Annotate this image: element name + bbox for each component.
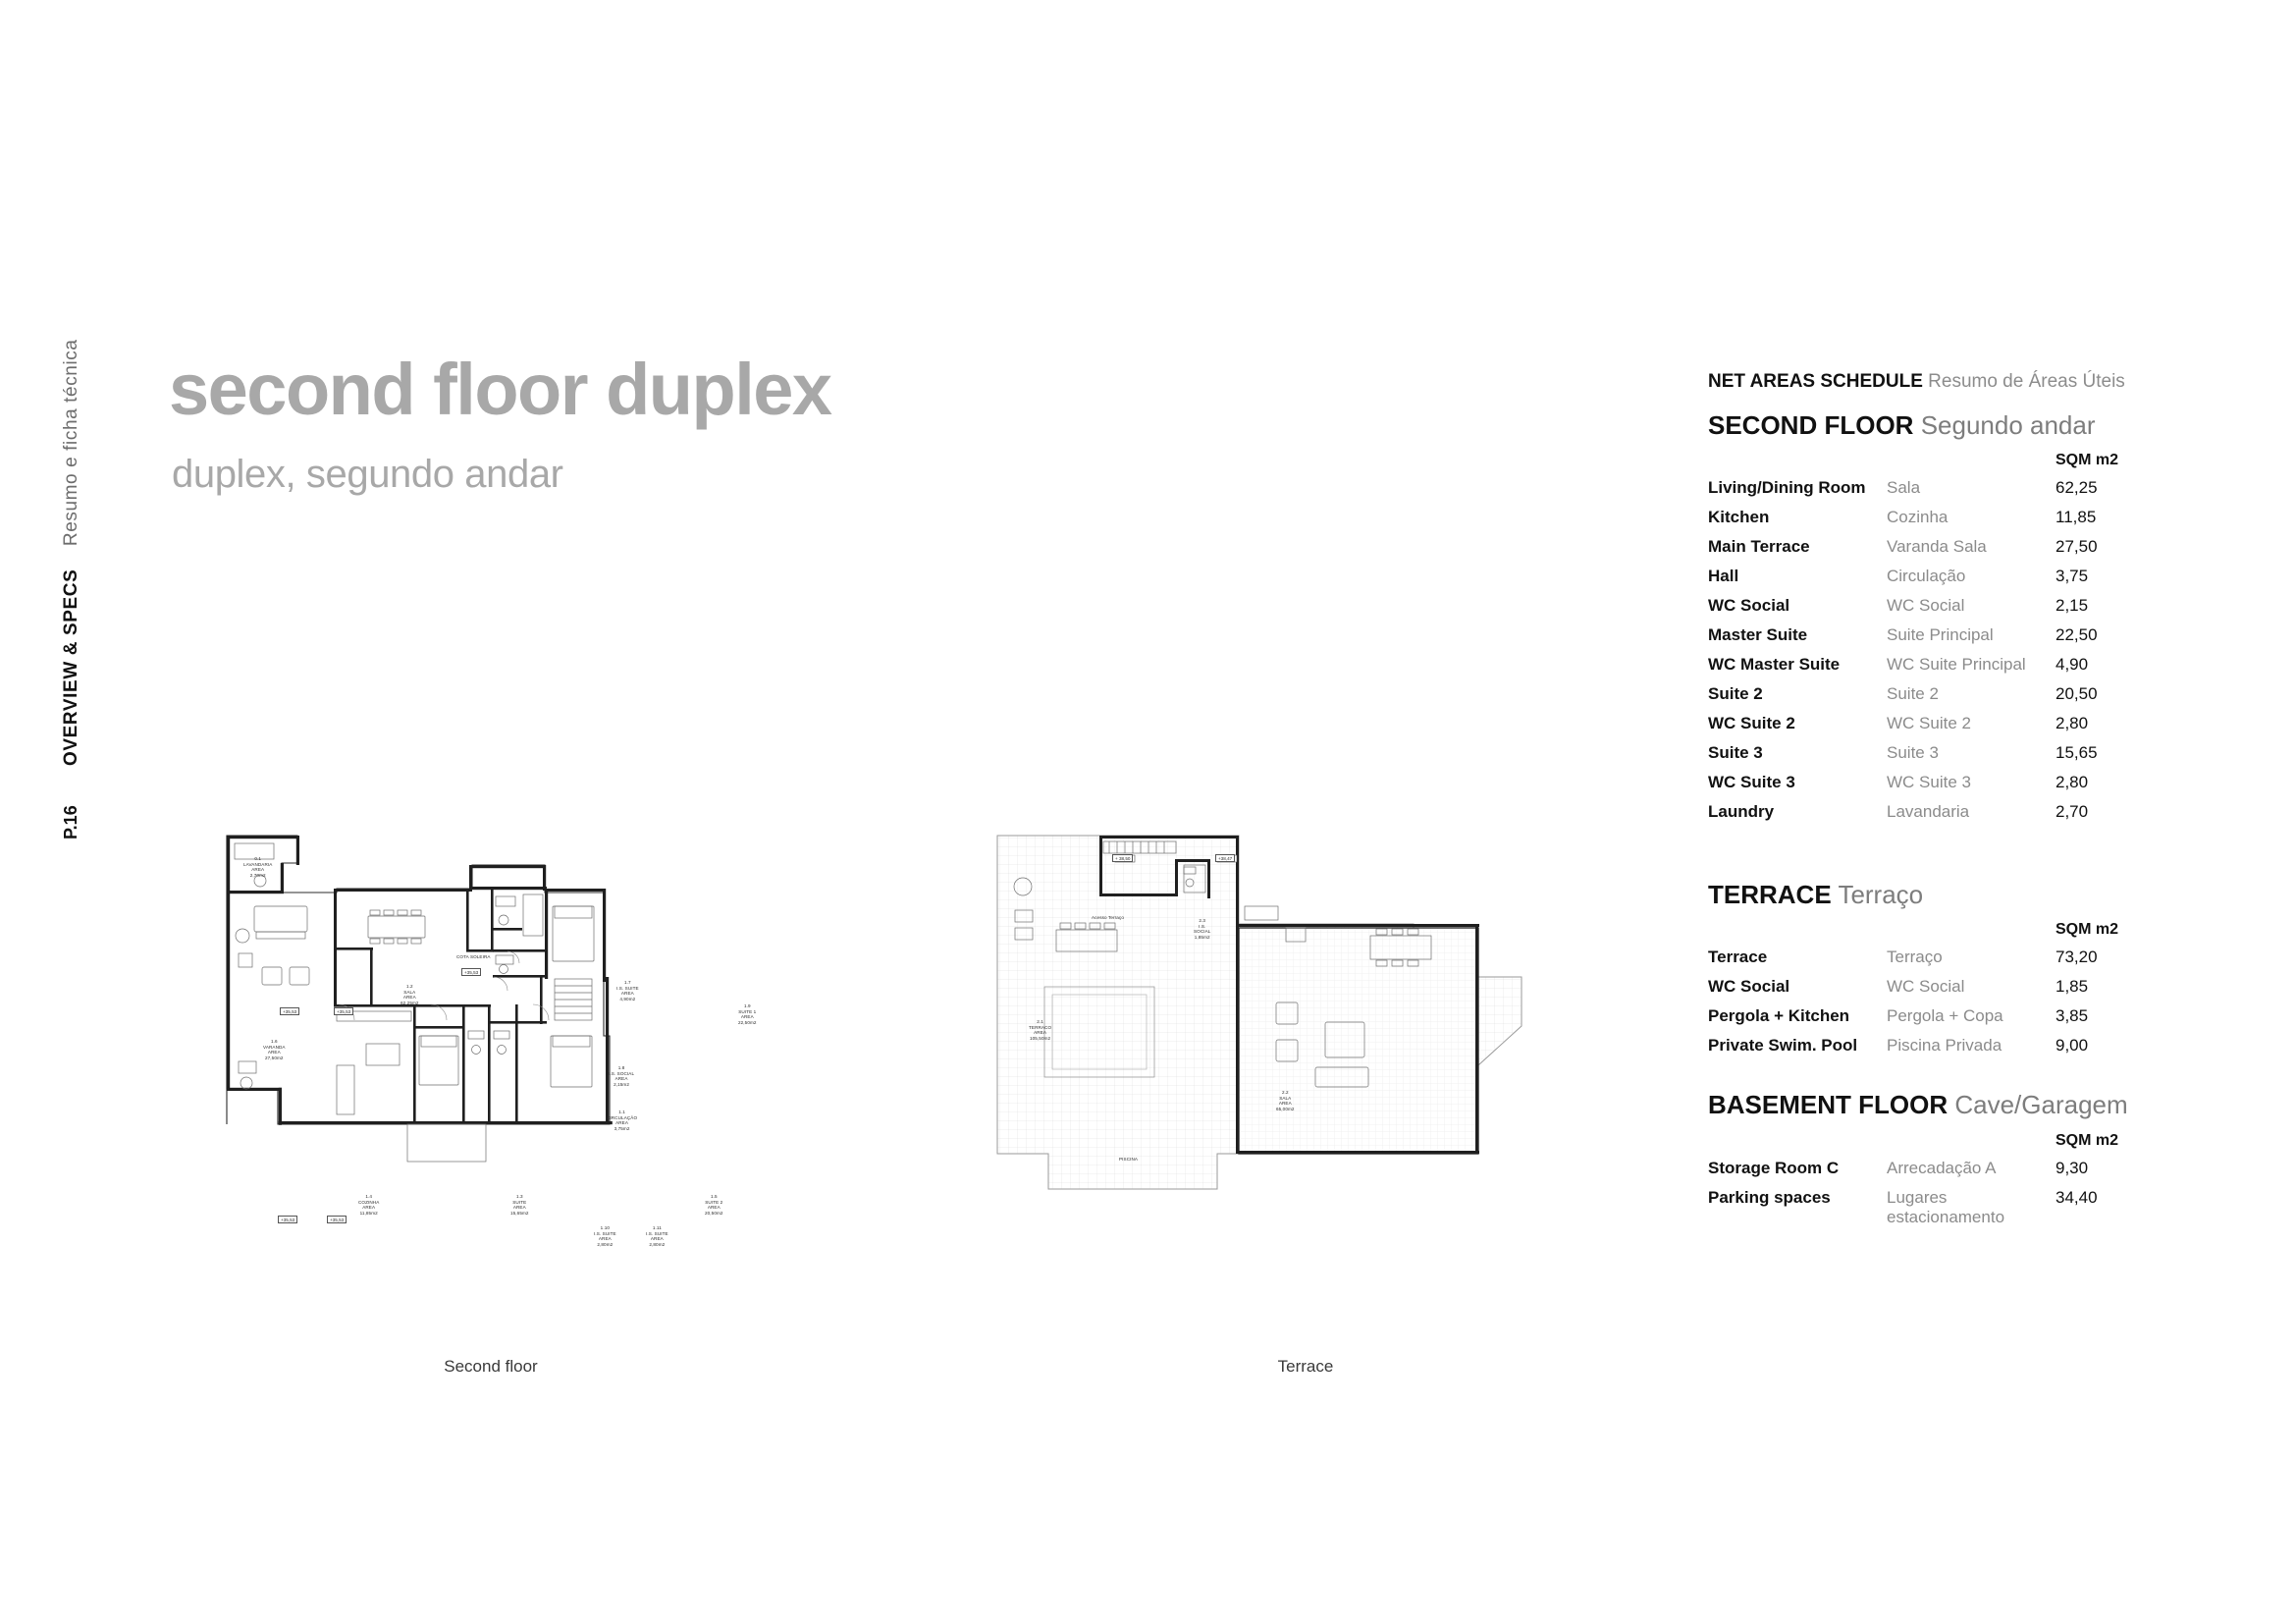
table-row: Storage Room C Arrecadação A 9,30 bbox=[1708, 1158, 2089, 1177]
schedule-header bbox=[1708, 371, 2199, 393]
table-row: Laundry Lavandaria 2,70 bbox=[1708, 802, 2089, 822]
table-row: Main Terrace Varanda Sala 27,50 bbox=[1708, 537, 2098, 557]
areas-table-second-floor bbox=[1708, 447, 2135, 827]
areas-table-terrace bbox=[1708, 916, 2135, 1060]
schedule-header-pt: Resumo de Áreas Úteis bbox=[1928, 371, 2125, 392]
table-row: WC Social WC Social 1,85 bbox=[1708, 977, 2089, 997]
table-header-row bbox=[1708, 1127, 2135, 1154]
page-number: P.16 bbox=[61, 805, 80, 839]
table-row: Suite 2 Suite 2 20,50 bbox=[1708, 684, 2098, 704]
plan-label: 2.3 I.S. SOCIAL 1,85m2 bbox=[1194, 918, 1211, 941]
page-title: second floor duplex bbox=[169, 349, 831, 430]
plan-label: 1.3 SUITE AREA 15,65m2 bbox=[510, 1194, 529, 1217]
plan-label: 1.8 I.S. SOCIAL AREA 2,15m2 bbox=[609, 1065, 635, 1088]
table-header-row bbox=[1708, 916, 2135, 943]
section-title-pt: Terraço bbox=[1838, 880, 1924, 910]
table-row: WC Social WC Social 2,15 bbox=[1708, 596, 2089, 616]
level-marker: +35,53 bbox=[280, 1007, 299, 1015]
section-title-terrace bbox=[1708, 880, 2199, 910]
rail-label-strong: OVERVIEW & SPECS bbox=[61, 568, 81, 766]
areas-table-basement-floor bbox=[1708, 1127, 2135, 1232]
plan-label: PISCINA bbox=[1119, 1157, 1139, 1162]
floorplan-terrace bbox=[991, 830, 1639, 1281]
level-marker: +38,47 bbox=[1215, 854, 1235, 862]
page-subtitle: duplex, segundo andar bbox=[172, 453, 563, 496]
level-marker: + 38,50 bbox=[1112, 854, 1133, 862]
plan-label: 2.2 SALA AREA 65,00m2 bbox=[1276, 1090, 1295, 1112]
table-row: WC Suite 3 WC Suite 3 2,80 bbox=[1708, 773, 2089, 792]
unit-label: SQM m2 bbox=[2056, 1131, 2119, 1149]
section-title-second-floor bbox=[1708, 410, 2199, 441]
rail-label-light: Resumo e ficha técnica bbox=[61, 339, 81, 547]
level-marker: +35,53 bbox=[278, 1216, 297, 1223]
plan-label: 0.1 LAVANDARIA AREA 2,70m2 bbox=[243, 856, 273, 879]
plan-label: Acesso Terraço bbox=[1092, 915, 1124, 920]
table-row: Master Suite Suite Principal 22,50 bbox=[1708, 625, 2098, 645]
table-header-row bbox=[1708, 447, 2135, 473]
plan-label: 1.2 SALA AREA 62,25m2 bbox=[400, 984, 419, 1006]
table-row: Terrace Terraço 73,20 bbox=[1708, 947, 2098, 967]
plan-label: 1.5 SUITE 2 AREA 20,50m2 bbox=[705, 1194, 723, 1217]
plan-caption-second-floor: Second floor bbox=[444, 1357, 538, 1376]
table-row: Suite 3 Suite 3 15,65 bbox=[1708, 743, 2098, 763]
section-title-basement-floor bbox=[1708, 1090, 2199, 1120]
section-rail bbox=[61, 339, 82, 766]
table-row: Pergola + Kitchen Pergola + Copa 3,85 bbox=[1708, 1006, 2089, 1026]
level-marker: +35,53 bbox=[461, 968, 481, 976]
plan-label: 1.4 COZINHA AREA 11,85m2 bbox=[358, 1194, 380, 1217]
plan-label: 1.6 VARANDA AREA 27,50m2 bbox=[263, 1039, 286, 1061]
plan-label: 2.1 TERRACO AREA 105,50m2 bbox=[1029, 1019, 1052, 1042]
table-row: WC Master Suite WC Suite Principal 4,90 bbox=[1708, 655, 2089, 675]
level-marker: +35,53 bbox=[327, 1216, 347, 1223]
plan-label: COTA SOLEIRA bbox=[456, 954, 491, 959]
plan-label: 1.7 I.S. SUITE AREA 4,90m2 bbox=[616, 980, 639, 1002]
schedule-header-en: NET AREAS SCHEDULE bbox=[1708, 371, 1923, 392]
section-title-en: SECOND FLOOR bbox=[1708, 410, 1914, 440]
table-row: Living/Dining Room Sala 62,25 bbox=[1708, 478, 2098, 498]
plan-caption-terrace: Terrace bbox=[1277, 1357, 1334, 1376]
section-title-pt: Cave/Garagem bbox=[1954, 1090, 2128, 1120]
plan-label: 1.11 I.S. SUITE AREA 2,80m2 bbox=[646, 1225, 668, 1248]
section-title-pt: Segundo andar bbox=[1920, 410, 2096, 440]
unit-label: SQM m2 bbox=[2056, 452, 2119, 469]
table-row: Parking spaces Lugares estacionamento 34,40 bbox=[1708, 1187, 2098, 1226]
net-areas-schedule bbox=[1708, 371, 2199, 1232]
plan-label: 1.9 SUITE 1 AREA 22,50m2 bbox=[738, 1003, 757, 1026]
table-row: Hall Circulação 3,75 bbox=[1708, 567, 2089, 586]
plan-label: 1.10 I.S. SUITE AREA 2,80m2 bbox=[594, 1225, 616, 1248]
table-row: Private Swim. Pool Piscina Privada 9,00 bbox=[1708, 1036, 2089, 1056]
table-row: WC Suite 2 WC Suite 2 2,80 bbox=[1708, 714, 2089, 733]
unit-label: SQM m2 bbox=[2056, 921, 2119, 939]
section-title-en: TERRACE bbox=[1708, 880, 1832, 910]
section-title-en: BASEMENT FLOOR bbox=[1708, 1090, 1949, 1120]
level-marker: +35,53 bbox=[334, 1007, 353, 1015]
plan-label: 1.1 CIRCULAÇÃO AREA 3,75m2 bbox=[607, 1110, 638, 1132]
table-row: Kitchen Cozinha 11,85 bbox=[1708, 508, 2097, 527]
